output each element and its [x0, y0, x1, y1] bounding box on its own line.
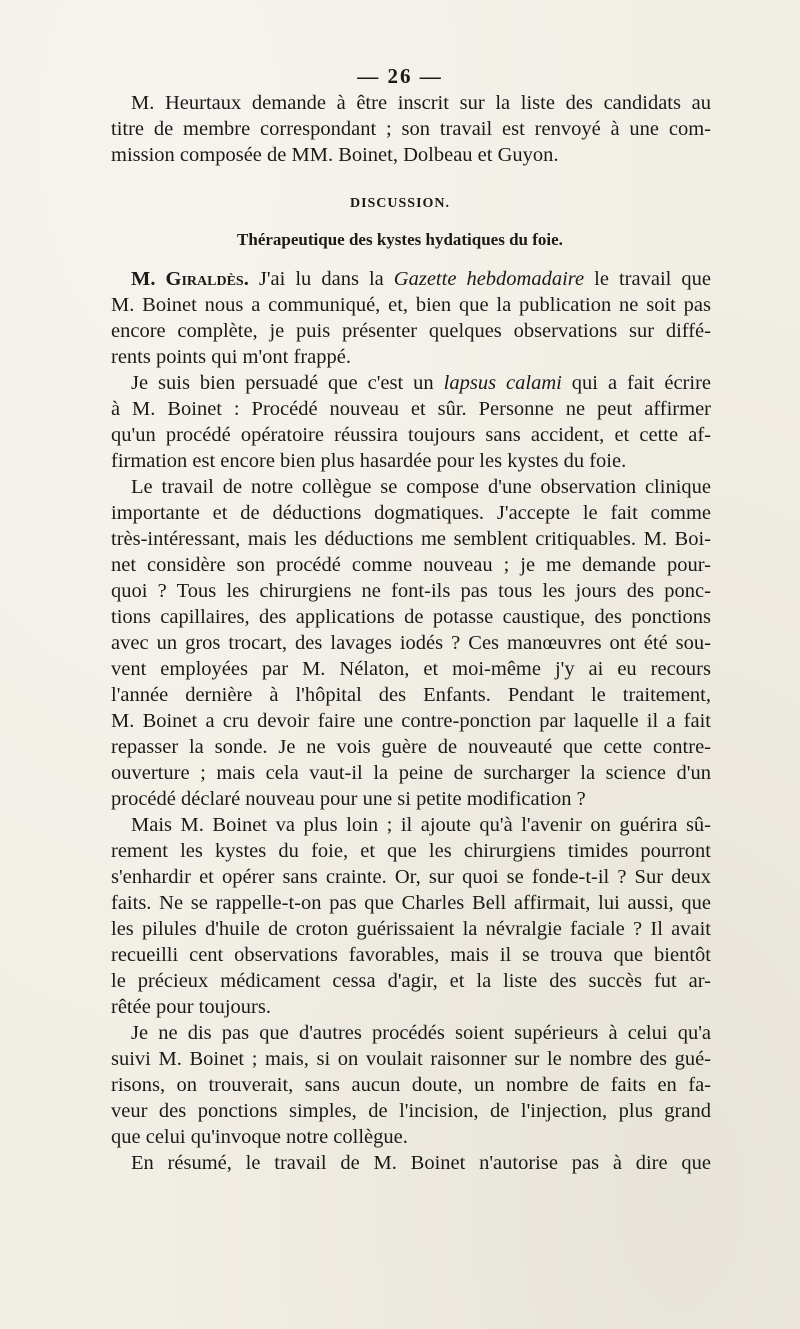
text-line: encore complète, je puis présenter quelques observations sur diffé-: [111, 320, 711, 342]
intro-paragraph: [111, 90, 711, 168]
text-line: recueilli cent observations favorables, mais il se trouva que bientôt: [111, 944, 711, 966]
text-line: firmation est encore bien plus hasardée pour les kystes du foie.: [111, 450, 627, 472]
text-line: tions capillaires, des applications de potasse caustique, des ponctions: [111, 606, 711, 628]
text-line: procédé déclaré nouveau pour une si petite modification ?: [111, 788, 586, 810]
text-line: à M. Boinet : Procédé nouveau et sûr. Personne ne peut affirmer: [111, 398, 711, 420]
discussion-body: [111, 266, 711, 1176]
text-line: M. Boinet a cru devoir faire une contre-ponction par laquelle il a fait: [111, 710, 711, 732]
text-line: le précieux médicament cessa d'agir, et la liste des succès fut ar-: [111, 970, 711, 992]
text-line: vent employées par M. Nélaton, et moi-même j'y ai eu recours: [111, 658, 711, 680]
text-line: M. Boinet nous a communiqué, et, bien que la publication ne soit pas: [111, 294, 711, 316]
text-line: Le travail de notre collègue se compose d'une observation clinique: [131, 476, 711, 498]
section-title: Thérapeutique des kystes hydatiques du foie.: [237, 230, 563, 249]
journal-title: Gazette hebdomadaire: [393, 268, 585, 290]
text-line: très-intéressant, mais les déductions me semblent critiquables. M. Boi-: [111, 528, 711, 550]
text-line: titre de membre correspondant ; son travail est renvoyé à une com-: [111, 118, 711, 140]
text-line: rement les kystes du foie, et que les chirurgiens timides pourront: [111, 840, 711, 862]
text-line: qu'un procédé opératoire réussira toujours sans accident, et cette af-: [111, 424, 711, 446]
text-line: Mais M. Boinet va plus loin ; il ajoute qu'à l'avenir on guérira sû-: [131, 814, 711, 836]
text-line: faits. Ne se rappelle-t-on pas que Charles Bell affirmait, lui aussi, que: [111, 892, 711, 914]
latin-phrase: lapsus calami: [443, 372, 562, 394]
text-line: rents points qui m'ont frappé.: [111, 346, 351, 368]
text-line: quoi ? Tous les chirurgiens ne font-ils pas tous les jours des ponc-: [111, 580, 711, 602]
text-line: l'année dernière à l'hôpital des Enfants. Pendant le traitement,: [111, 684, 711, 706]
text-line: veur des ponctions simples, de l'incision, de l'injection, plus grand: [111, 1100, 711, 1122]
text-line: Je ne dis pas que d'autres procédés soient supérieurs à celui qu'a: [131, 1022, 711, 1044]
text-line: Je suis bien persuadé que c'est un lapsus calami qui a fait écrire: [131, 372, 711, 394]
section-heading: DISCUSSION.: [349, 196, 451, 211]
text-line: importante et de déductions dogmatiques. J'accepte le fait comme: [111, 502, 711, 524]
text-line: s'enhardir et opérer sans crainte. Or, sur quoi se fonde-t-il ? Sur deux: [111, 866, 711, 888]
text-line: avec un gros trocart, des lavages iodés ? Ces manœuvres ont été sou-: [111, 632, 711, 654]
text-line: que celui qu'invoque notre collègue.: [111, 1126, 408, 1148]
text-line: risons, on trouverait, sans aucun doute, un nombre de faits en fa-: [111, 1074, 711, 1096]
speaker-name: M. Giraldès.: [131, 268, 249, 290]
text-line: rêtée pour toujours.: [111, 996, 271, 1018]
text-line: En résumé, le travail de M. Boinet n'autorise pas à dire que: [131, 1152, 711, 1174]
text-line: mission composée de MM. Boinet, Dolbeau et Guyon.: [111, 144, 559, 166]
text-line: M. Giraldès. J'ai lu dans la Gazette hebdomadaire le travail que: [131, 268, 711, 290]
text-line: ouverture ; mais cela vaut-il la peine de surcharger la science d'un: [111, 762, 711, 784]
text-line: net considère son procédé comme nouveau ; je me demande pour-: [111, 554, 711, 576]
text-line: les pilules d'huile de croton guérissaient la névralgie faciale ? Il avait: [111, 918, 711, 940]
text-line: M. Heurtaux demande à être inscrit sur la liste des candidats au: [131, 92, 711, 114]
page-number: — 26 —: [357, 64, 443, 88]
text-line: repasser la sonde. Je ne vois guère de nouveauté que cette contre-: [111, 736, 711, 758]
text-line: suivi M. Boinet ; mais, si on voulait raisonner sur le nombre des gué-: [111, 1048, 711, 1070]
